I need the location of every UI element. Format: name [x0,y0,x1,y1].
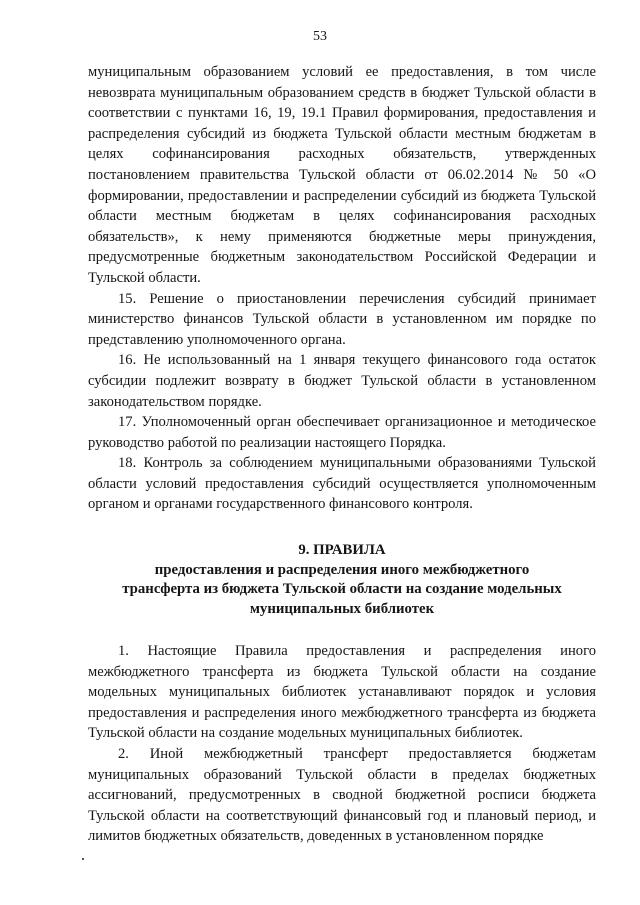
section-title: 9. ПРАВИЛА [298,542,386,559]
section-subtitle-line-1: предоставления и распределения иного межбюджетного [154,561,530,578]
document-body [88,62,596,847]
paragraph-rule-1: 1. Настоящие Правила предоставления и распределения иного межбюджетного трансферта из бюджета Тульской области на создание модельных муниципальных библиотек устанавливают порядок и условия предоставления и распределения иного межбюджетного трансферта из бюджета Тульской области на создание модельных муниципальных библиотек. [88,643,596,742]
paragraph-rule-2: 2. Иной межбюджетный трансферт предоставляется бюджетам муниципальных образований Тульской области в пределах бюджетных ассигнований, предусмотренных в сводной бюджетной росписи бюджета Тульской области на соответствующий финансовый год и плановый период, и лимитов бюджетных обязательств, доведенных в установленном порядке [88,746,596,845]
paragraph-item-17: 17. Уполномоченный орган обеспечивает организационное и методическое руководство работой по реализации настоящего Порядка. [88,414,596,451]
paragraph-continuation: муниципальным образованием условий ее предоставления, в том числе невозврата муниципальным образованием средств в бюджет Тульской области в соответствии с пунктами 16, 19, 19.1 Правил формирования, предоставления и распределения субсидий из бюджета Тульской области местным бюджетам в целях софинансирования расходных обязательств, утвержденных постановлением правительства Тульской области от 06.02.2014 № 50 «О формировании, предоставлении и распределении субсидий из бюджета Тульской области местным бюджетам в целях софинансирования расходных обязательств», к нему применяются бюджетные меры принуждения, предусмотренные бюджетным законодательством Российской Федерации и Тульской области. [88,64,596,286]
paragraph-item-18: 18. Контроль за соблюдением муниципальными образованиями Тульской области условий предоставления субсидий осуществляется уполномоченным органом и органами государственного финансового контроля. [88,455,596,513]
page-number: 53 [313,29,327,44]
scan-speck [82,858,84,860]
section-subtitle-line-3: муниципальных библиотек [249,600,435,617]
section-heading [88,541,596,619]
section-subtitle-line-2: трансферта из бюджета Тульской области на создание модельных [122,581,562,598]
paragraph-item-15: 15. Решение о приостановлении перечисления субсидий принимает министерство финансов Тульской области в установленном им порядке по представлению уполномоченного органа. [88,290,596,348]
paragraph-item-16: 16. Не использованный на 1 января текущего финансового года остаток субсидии подлежит возврату в бюджет Тульской области в установленном законодательством порядке. [88,352,596,410]
